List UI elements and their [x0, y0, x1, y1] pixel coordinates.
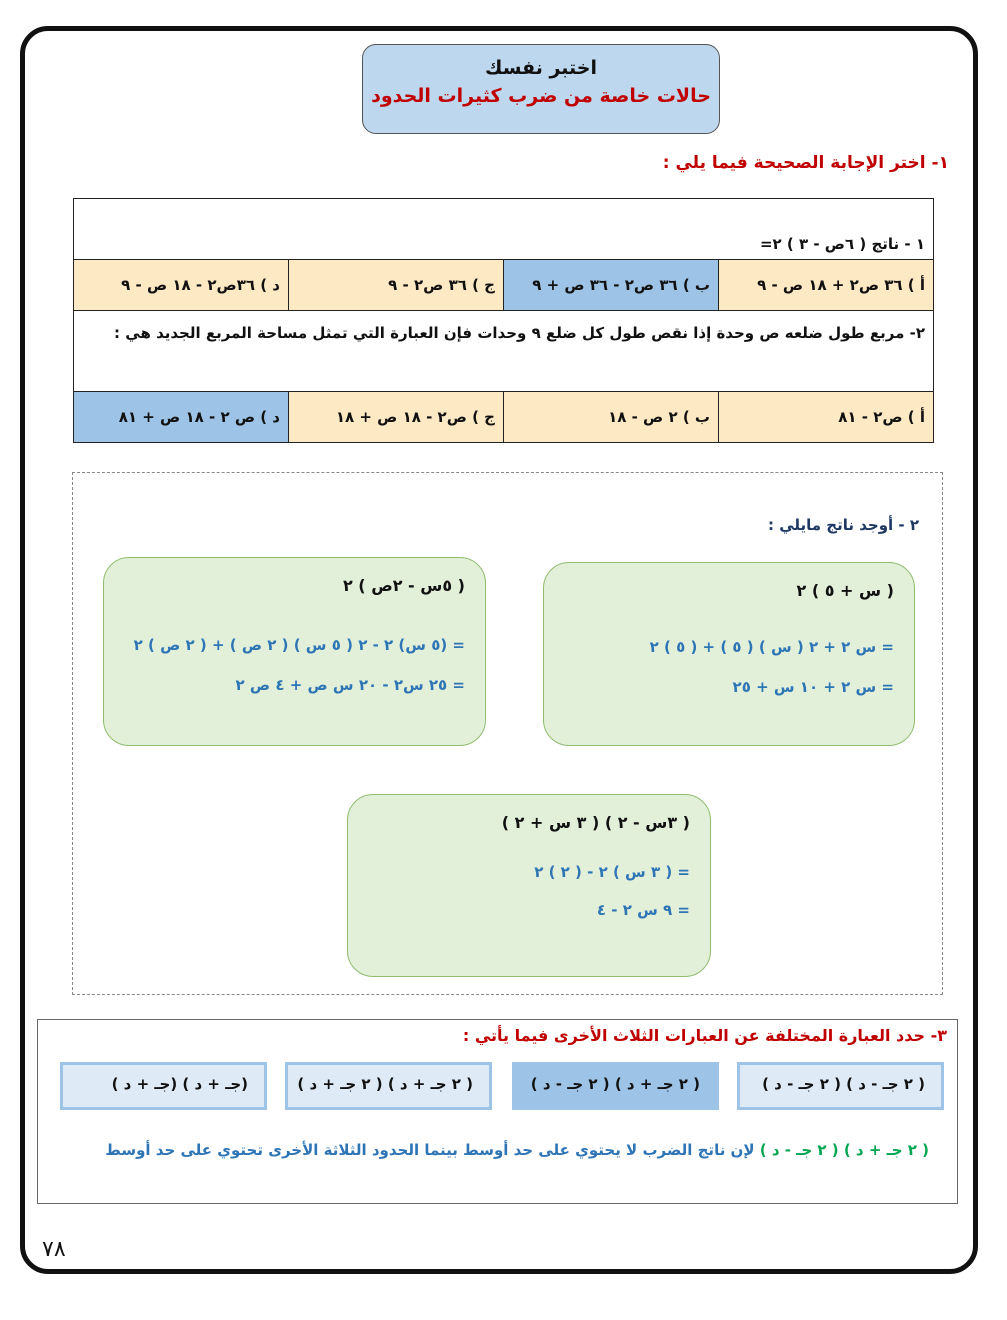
- problem-2-question: ( ٥س - ٢ص ) ٢: [342, 576, 465, 595]
- choice-1[interactable]: ( ٢ جـ - د ) ( ٢ جـ - د ): [737, 1062, 944, 1110]
- section3-heading: ٣- حدد العبارة المختلفة عن العبارات الثلاث الأخرى فيما يأتي :: [462, 1026, 947, 1045]
- problem-1-question: ( س + ٥ ) ٢: [796, 581, 894, 600]
- problem-3-question: ( ٣س - ٢ ) ( ٣ س + ٢ ): [501, 813, 690, 832]
- choice-2[interactable]: ( ٢ جـ + د ) ( ٢ جـ - د ): [512, 1062, 719, 1110]
- choice-3[interactable]: ( ٢ جـ + د ) ( ٢ جـ + د ): [285, 1062, 492, 1110]
- answer-explanation: لإن ناتج الضرب لا يحتوي على حد أوسط بينما الحدود الثلاثة الأخرى تحتوي على حد أوسط: [105, 1141, 760, 1159]
- problem-2-step-2: = ٢٥ س٢ - ٢٠ س ص + ٤ ص ٢: [235, 676, 465, 694]
- answer-expression: ( ٢ جـ + د ) ( ٢ جـ - د ): [759, 1141, 929, 1159]
- problem-card-2: [103, 557, 486, 746]
- problem-1-step-2: = س ٢ + ١٠ س + ٢٥: [732, 678, 894, 696]
- choice-4[interactable]: (جـ + د ) (جـ + د ): [60, 1062, 267, 1110]
- q2-option-b[interactable]: ب ) ٢ ص - ١٨: [504, 392, 719, 443]
- problem-1-step-1: = س ٢ + ٢ ( س ) ( ٥ ) + ( ٥ ) ٢: [649, 638, 894, 656]
- problem-card-1: [543, 562, 915, 746]
- q1-option-a[interactable]: أ ) ٣٦ ص٢ + ١٨ ص - ٩: [719, 260, 934, 311]
- problem-card-3: [347, 794, 711, 977]
- section1-heading: ١- اختر الإجابة الصحيحة فيما يلي :: [662, 153, 949, 173]
- section3-answer: [99, 1134, 929, 1166]
- section2-heading: ٢ - أوجد ناتج مايلي :: [768, 516, 919, 534]
- problem-2-step-1: = (٥ س) ٢ - ٢ ( ٥ س ) ( ٢ ص ) + ( ٢ ص ) ٢: [133, 636, 465, 654]
- page-number: ٧٨: [42, 1237, 66, 1262]
- question-2: ٢- مربع طول ضلعه ص وحدة إذا نقص طول كل ضلع ٩ وحدات فإن العبارة التي تمثل مساحة المربع الجديد هي :: [74, 311, 934, 392]
- page-title: اختبر نفسك: [485, 57, 597, 79]
- problem-3-step-2: = ٩ س ٢ - ٤: [596, 901, 690, 919]
- q2-option-d[interactable]: د ) ص ٢ - ١٨ ص + ٨١: [74, 392, 289, 443]
- title-box: [362, 44, 720, 134]
- q1-option-b[interactable]: ب ) ٣٦ ص٢ - ٣٦ ص + ٩: [504, 260, 719, 311]
- mcq-table: [73, 198, 934, 443]
- problem-3-step-1: = ( ٣ س ) ٢ - ( ٢ ) ٢: [534, 863, 690, 881]
- q1-option-c[interactable]: ج ) ٣٦ ص٢ - ٩: [289, 260, 504, 311]
- page-subtitle: حالات خاصة من ضرب كثيرات الحدود: [371, 85, 711, 107]
- question-1: ١ - ناتج ( ٦ص - ٣ ) ٢=: [74, 199, 934, 260]
- section3-box: [37, 1019, 958, 1204]
- q1-option-d[interactable]: د ) ٣٦ص٢ - ١٨ ص - ٩: [74, 260, 289, 311]
- q2-option-c[interactable]: ج ) ص٢ - ١٨ ص + ١٨: [289, 392, 504, 443]
- q2-option-a[interactable]: أ ) ص٢ - ٨١: [719, 392, 934, 443]
